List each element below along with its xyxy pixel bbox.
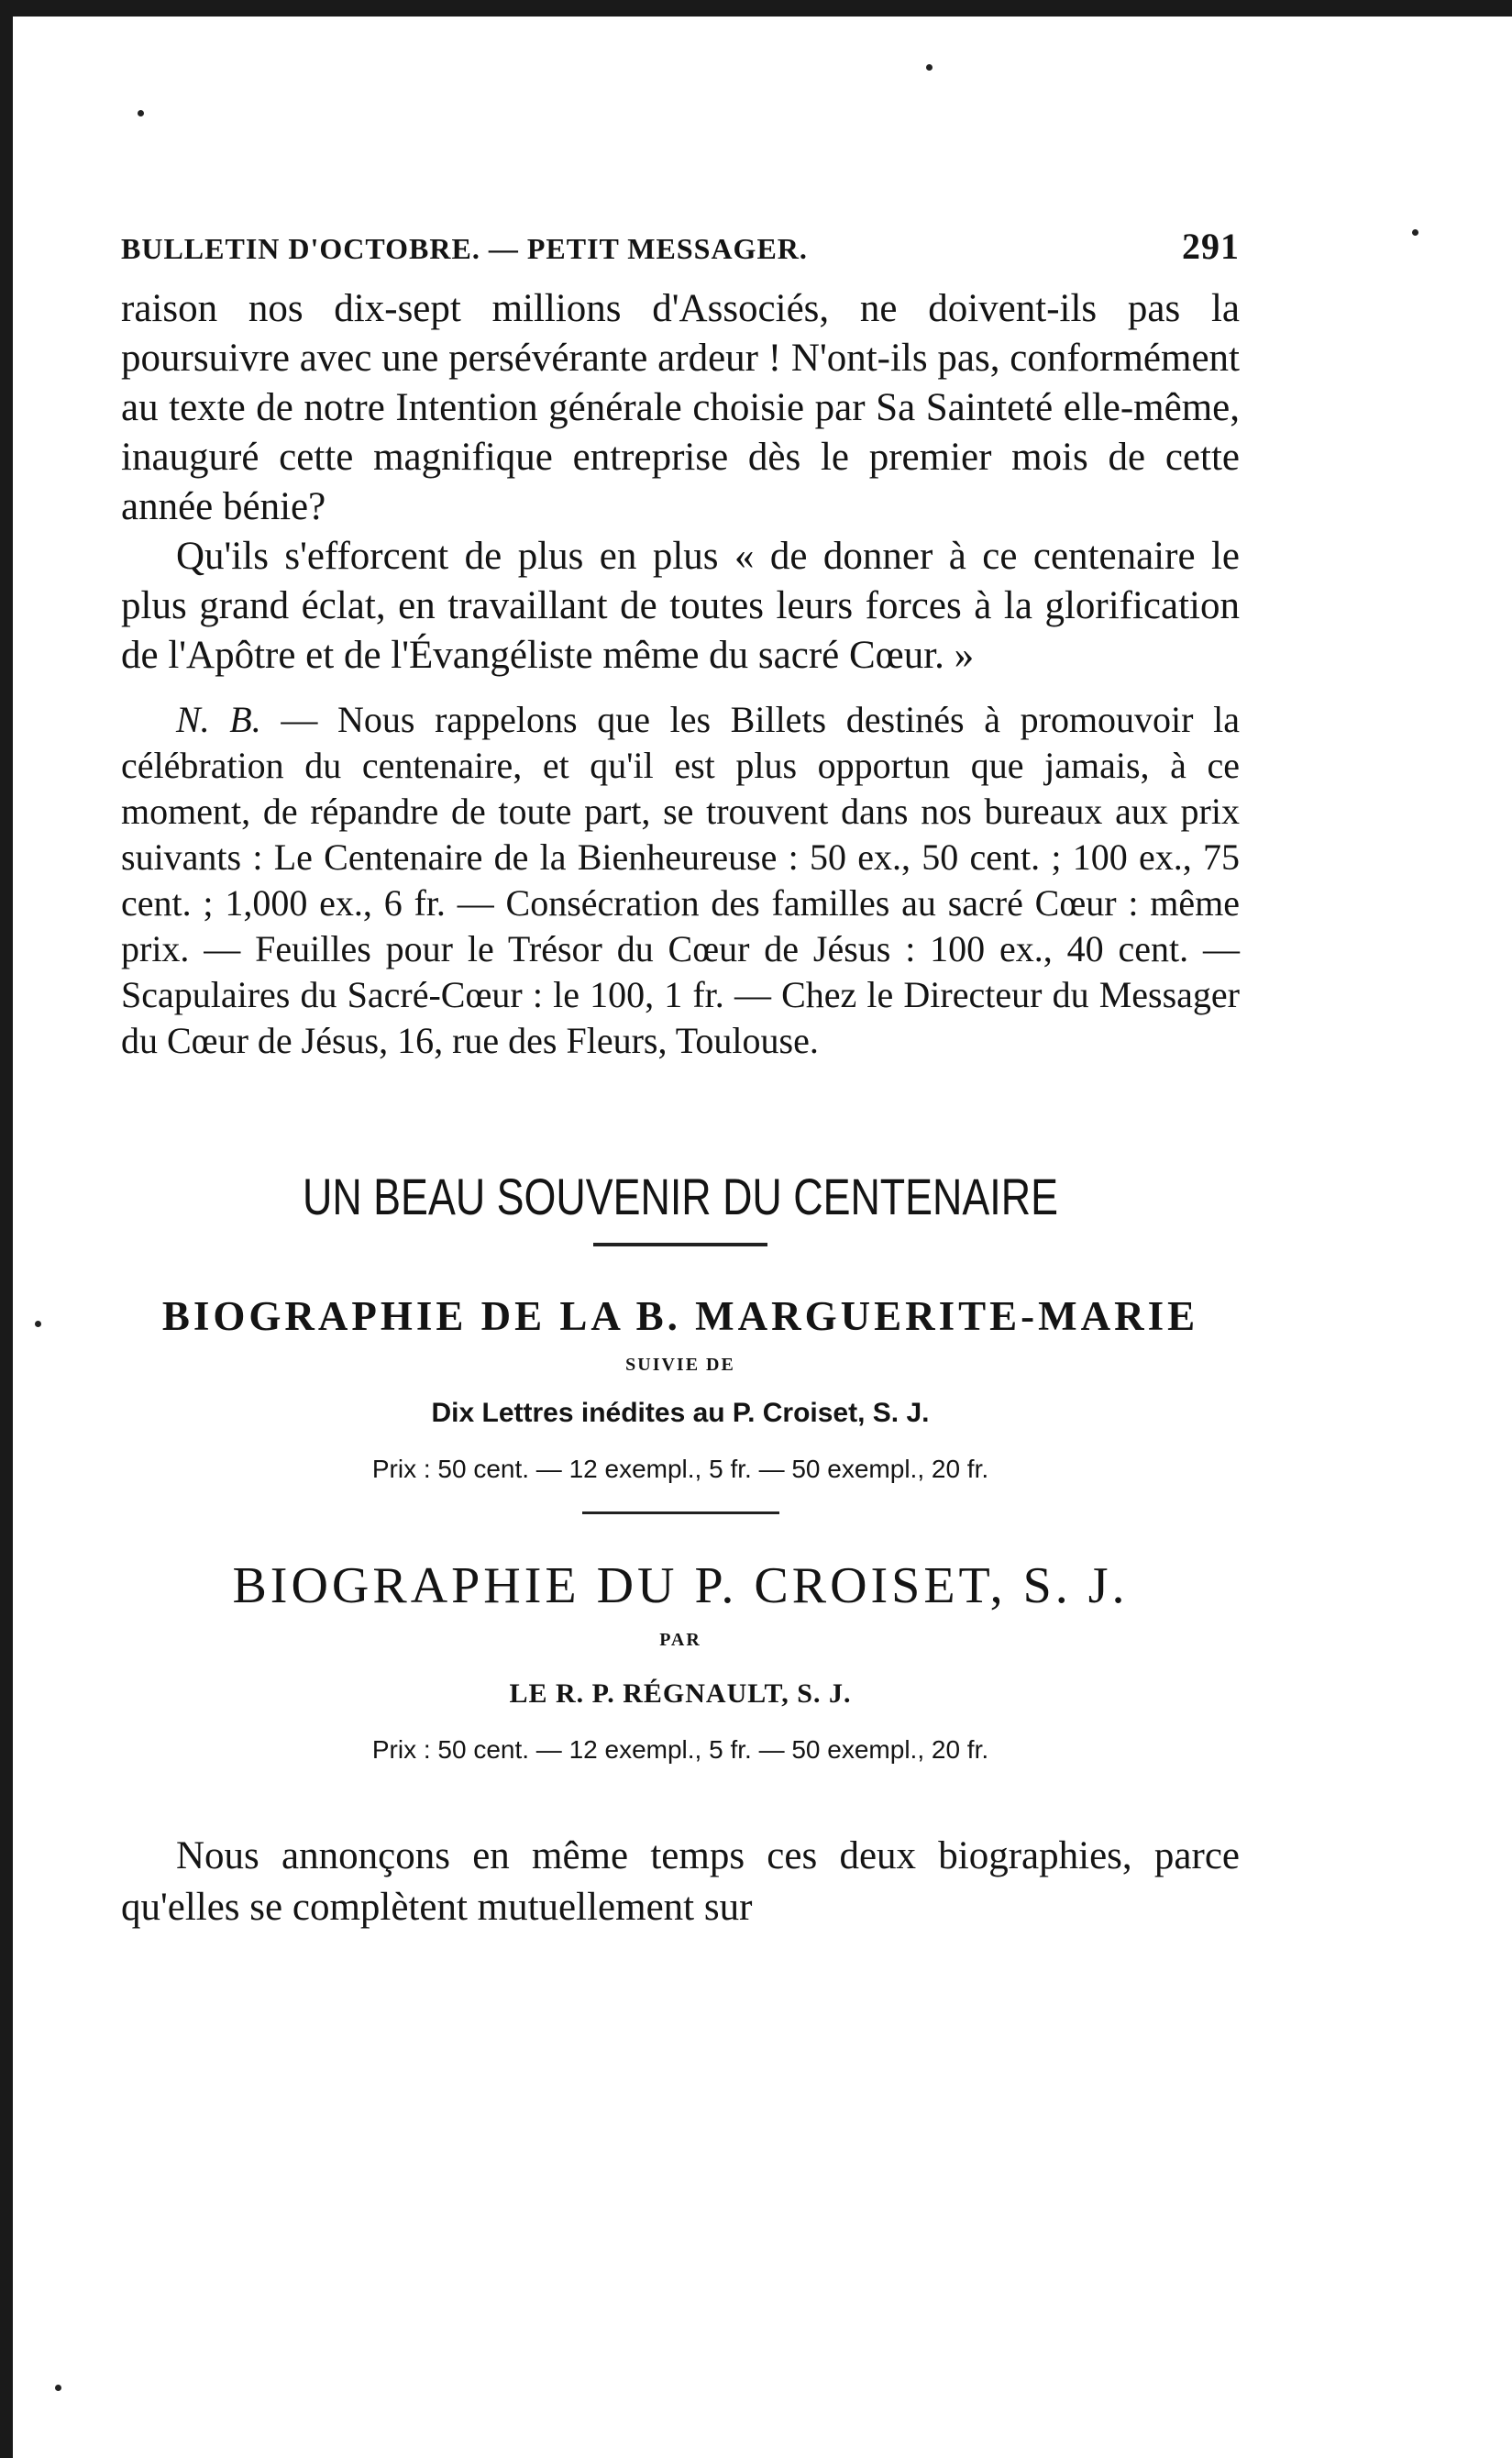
scan-speck bbox=[1412, 229, 1418, 236]
book2-author: LE R. P. RÉGNAULT, S. J. bbox=[509, 1678, 852, 1709]
nota-bene-paragraph bbox=[121, 697, 1240, 1064]
scan-edge-left bbox=[0, 0, 13, 2458]
running-title: BULLETIN D'OCTOBRE. — PETIT MESSAGER. bbox=[121, 232, 808, 265]
book2-connector: PAR bbox=[659, 1630, 701, 1650]
scan-speck bbox=[55, 2385, 61, 2391]
divider-rule bbox=[593, 1243, 767, 1246]
scan-speck bbox=[926, 64, 933, 71]
announcement-heading: UN BEAU SOUVENIR DU CENTENAIRE bbox=[303, 1168, 1058, 1225]
running-header bbox=[121, 225, 1240, 268]
book1-subtitle: Dix Lettres inédites au P. Croiset, S. J. bbox=[431, 1398, 930, 1428]
page-number: 291 bbox=[1182, 226, 1240, 267]
nota-bene-label: N. B. bbox=[176, 699, 261, 740]
book1-title: BIOGRAPHIE DE LA B. MARGUERITE-MARIE bbox=[161, 1293, 1199, 1339]
book2-price: Prix : 50 cent. — 12 exempl., 5 fr. — 50 exempl., 20 fr. bbox=[371, 1735, 989, 1764]
divider-rule bbox=[582, 1511, 779, 1514]
scan-speck bbox=[138, 110, 144, 116]
closing-paragraph: Nous annonçons en même temps ces deux biographies, parce qu'elles se complètent mutuellement sur bbox=[121, 1834, 1240, 1929]
paragraph-centenaire: Qu'ils s'efforcent de plus en plus « de donner à ce centenaire le plus grand éclat, en travaillant de toutes leurs forces à la glorification de l'Apôtre et de l'Évangéliste même du sacré Cœur. » bbox=[121, 535, 1240, 677]
book1-price: Prix : 50 cent. — 12 exempl., 5 fr. — 50 exempl., 20 fr. bbox=[371, 1455, 989, 1483]
paragraph-continuation: raison nos dix-sept millions d'Associés, ne doivent-ils pas la poursuivre avec une persévérante ardeur ! N'ont-ils pas, conformément au texte de notre Intention générale choisie par Sa Sainteté elle-même, inauguré cette magnifique entreprise dès le premier mois de cette année bénie? bbox=[121, 287, 1240, 528]
nota-bene-text: — Nous rappelons que les Billets destinés à promouvoir la célébration du centenaire, et qu'il est plus opportun que jamais, à ce moment, de répandre de toute part, se trouvent dans nos bureaux aux prix suivants : Le Centenaire de la Bienheureuse : 50 ex., 50 cent. ; 100 ex., 75 cent. ; 1,000 ex., 6 fr. — Consécration des familles au sacré Cœur : même prix. — Feuilles pour le Trésor du Cœur de Jésus : 100 ex., 40 cent. — Scapulaires du Sacré-Cœur : le 100, 1 fr. — Chez le Directeur du Messager du Cœur de Jésus, 16, rue des Fleurs, Toulouse. bbox=[121, 699, 1240, 1061]
book-page bbox=[121, 225, 1240, 1933]
scan-edge-top bbox=[0, 0, 1512, 17]
book2-title: BIOGRAPHIE DU P. CROISET, S. J. bbox=[232, 1557, 1129, 1614]
scan-speck bbox=[35, 1321, 41, 1327]
book1-connector: SUIVIE DE bbox=[625, 1355, 735, 1375]
